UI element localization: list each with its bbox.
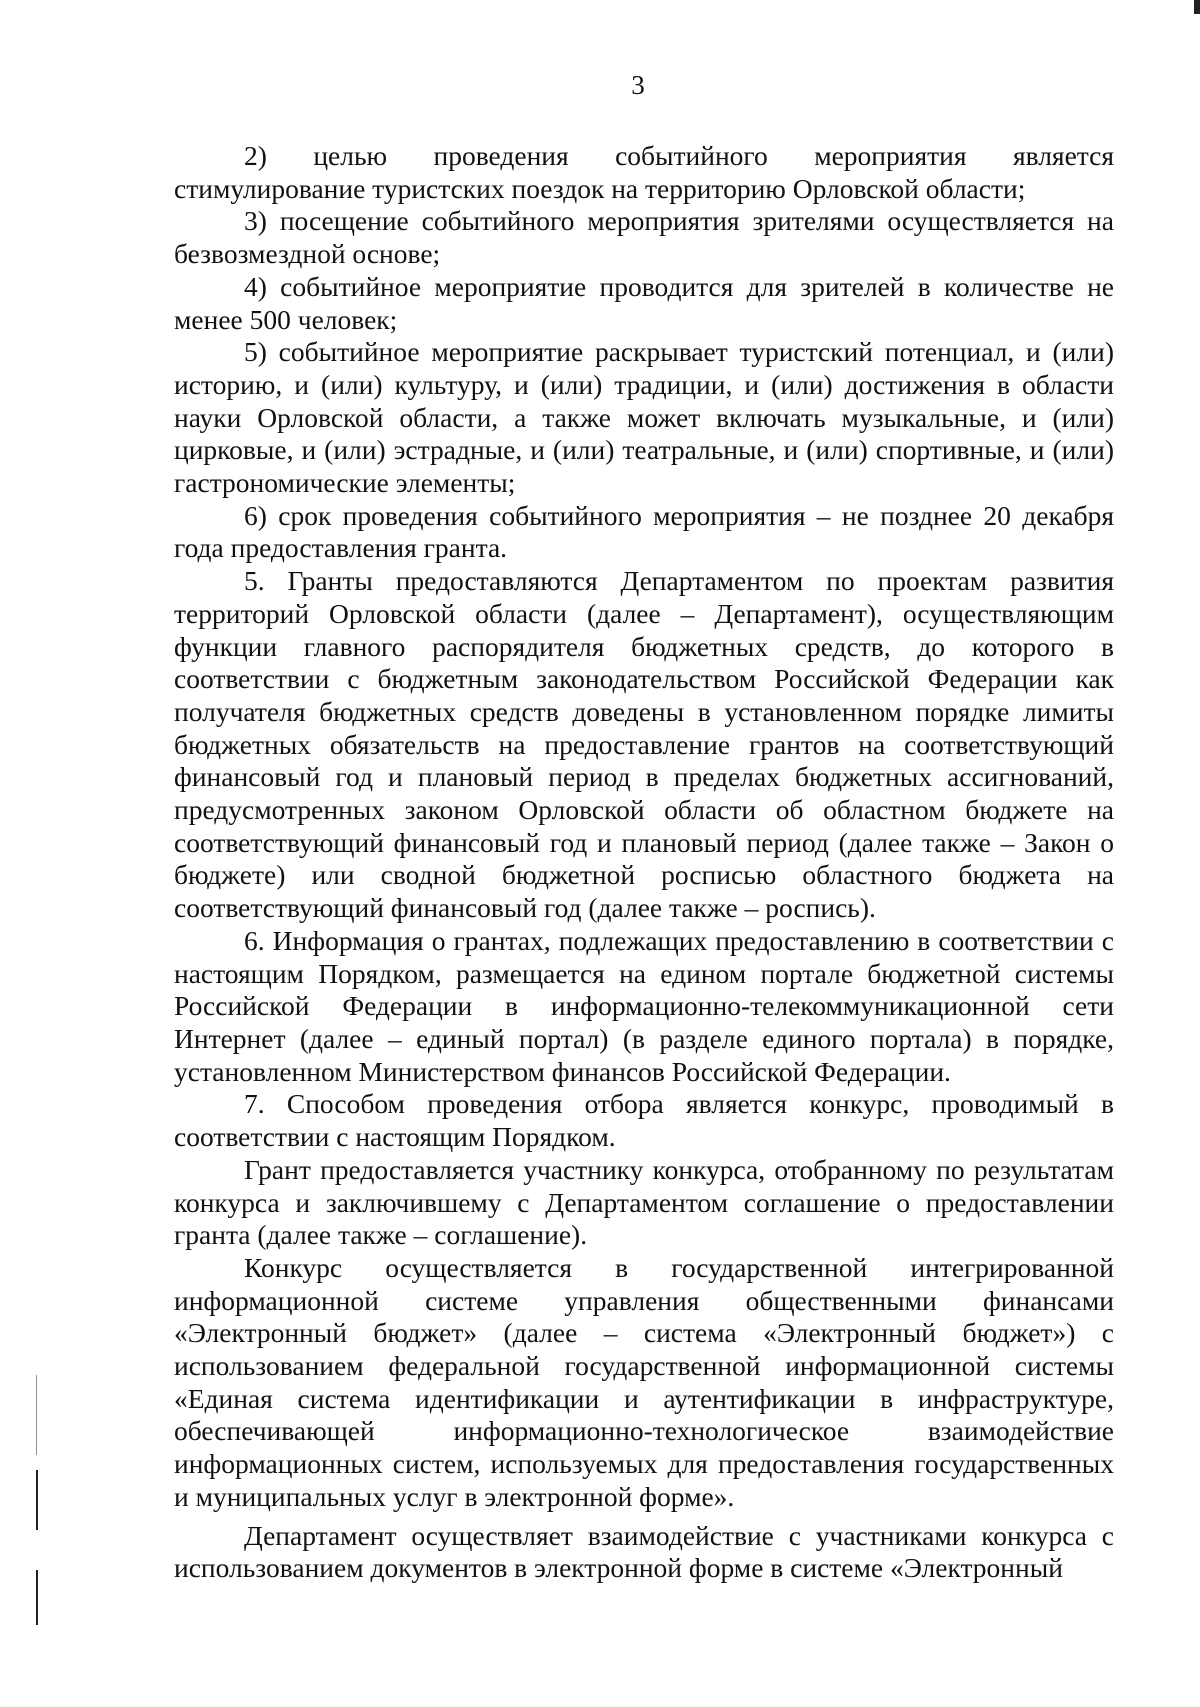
paragraph-item-4: 4) событийное мероприятие проводится для зрителей в количестве не менее 500 человек; — [174, 270, 1114, 335]
paragraph-item-3: 3) посещение событийного мероприятия зрителями осуществляется на безвозмездной основе; — [174, 205, 1114, 270]
paragraph-item-5: 5) событийное мероприятие раскрывает туристский потенциал, и (или) историю, и (или) культуру, и (или) традиции, и (или) достижения в области науки Орловской области, а также может включать музыкальные, и (или) цирковые, и (или) эстрадные, и (или) театральные, и (или) спортивные, и (или) гастрономические элементы; — [174, 336, 1114, 499]
paragraph-grant: Грант предоставляется участнику конкурса, отобранному по результатам конкурса и заключившему с Департаментом соглашение о предоставлении гранта (далее также – соглашение). — [174, 1153, 1114, 1251]
document-body — [174, 140, 1114, 1585]
paragraph-item-2: 2) целью проведения событийного мероприятия является стимулирование туристских поездок на территорию Орловской области; — [174, 140, 1114, 204]
paragraph-item-6: 6) срок проведения событийного мероприятия – не позднее 20 декабря года предоставления гранта. — [174, 499, 1114, 564]
paragraph-contest: Конкурс осуществляется в государственной интегрированной информационной системе управления общественными финансами «Электронный бюджет» (далее – система «Электронный бюджет») с использованием федеральной государственной информационной системы «Единая система идентификации и аутентификации в инфраструктуре, обеспечивающей информационно-технологическое взаимодействие информационных систем, используемых для предоставления государственных и муниципальных услуг в электронной форме». — [174, 1251, 1114, 1512]
scan-margin-line — [36, 1375, 37, 1455]
paragraph-clause-7: 7. Способом проведения отбора является конкурс, проводимый в соответствии с настоящим Порядком. — [174, 1088, 1114, 1153]
scan-margin-line — [36, 1470, 38, 1530]
page-number: 3 — [631, 70, 645, 100]
paragraph-department: Департамент осуществляет взаимодействие с участниками конкурса с использованием документов в электронной форме в системе «Электронный — [174, 1519, 1114, 1584]
scan-margin-line — [36, 1570, 38, 1625]
paragraph-clause-5: 5. Гранты предоставляются Департаментом по проектам развития территорий Орловской области (далее – Департамент), осуществляющим функции главного распорядителя бюджетных средств, до которого в соответствии с бюджетным законодательством Российской Федерации как получателя бюджетных средств доведены в установленном порядке лимиты бюджетных обязательств на предоставление грантов на соответствующий финансовый год и плановый период в пределах бюджетных ассигнований, предусмотренных законом Орловской области об областном бюджете на соответствующий финансовый год и плановый период (далее также – Закон о бюджете) или сводной бюджетной росписью областного бюджета на соответствующий финансовый год (далее также – роспись). — [174, 565, 1114, 924]
paragraph-clause-6: 6. Информация о грантах, подлежащих предоставлению в соответствии с настоящим Порядком, размещается на едином портале бюджетной системы Российской Федерации в информационно-телекоммуникационной сети Интернет (далее – единый портал) (в разделе единого портала) в порядке, установленном Министерством финансов Российской Федерации. — [174, 924, 1114, 1087]
scan-edge-mark — [1194, 0, 1200, 14]
